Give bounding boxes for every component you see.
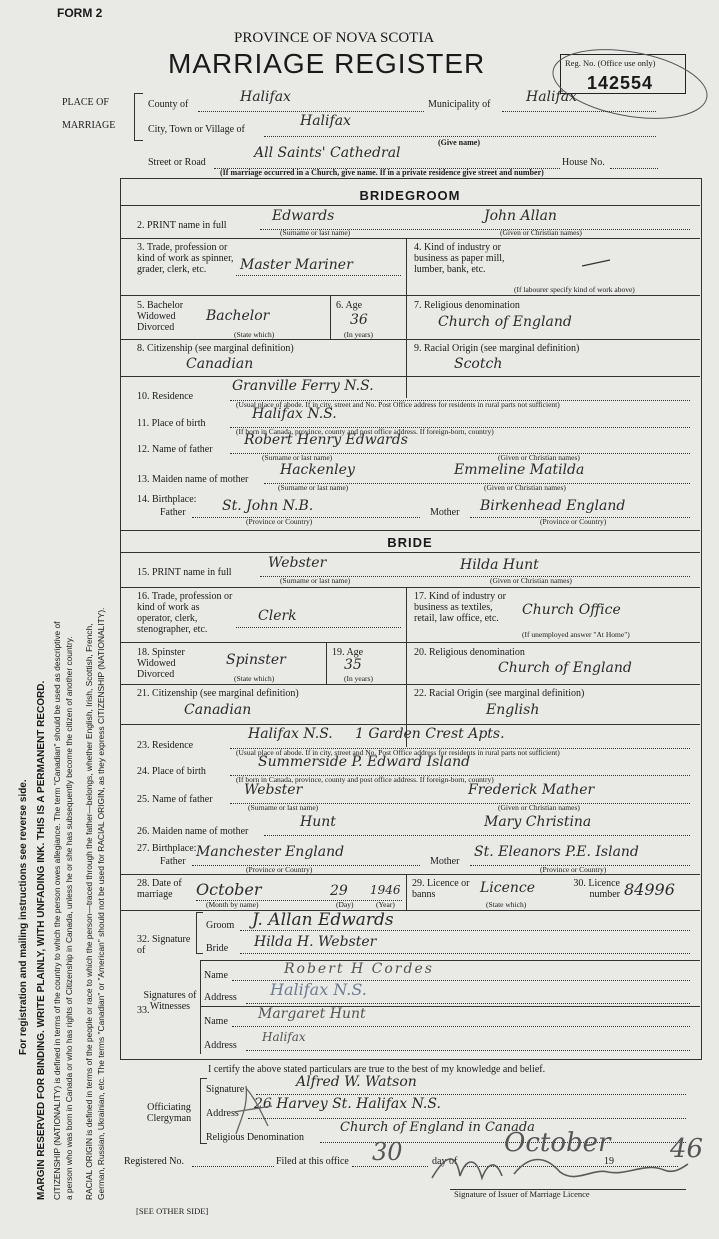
side-note-citizenship-2: a person who was born in Canada or who has rights of Citizenship in Canada, unless he or she has subsequently become the citizen of another country. bbox=[64, 636, 74, 1200]
groom-father: Robert Henry Edwards bbox=[244, 432, 408, 448]
clergy-address-label: Address bbox=[206, 1108, 239, 1119]
bride-given: Hilda Hunt bbox=[460, 557, 539, 573]
rule-16 bbox=[120, 587, 700, 588]
groom-surname: Edwards bbox=[272, 208, 335, 224]
house-no-label: House No. bbox=[562, 157, 605, 168]
see-other-side: [SEE OTHER SIDE] bbox=[136, 1206, 209, 1216]
marriage-day-caption: (Day) bbox=[336, 900, 354, 909]
bride-section-title: BRIDE bbox=[387, 535, 433, 550]
w2-address: Halifax bbox=[262, 1030, 306, 1044]
bride-mother-bp: St. Eleanors P.E. Island bbox=[474, 844, 639, 860]
bride-age-caption: (In years) bbox=[344, 674, 373, 683]
day-of-label: day of bbox=[432, 1156, 458, 1167]
bride-signature: Hilda H. Webster bbox=[254, 934, 377, 950]
side-note-racial-1: RACIAL ORIGIN is defined in terms of the people or race to which the person—traced through the father—belongs, whether English, Irish, Scottish, French, bbox=[84, 623, 94, 1200]
licence-caption: (State which) bbox=[486, 900, 527, 909]
bride-birth-label: 24. Place of birth bbox=[137, 766, 206, 777]
municipality-value: Halifax bbox=[526, 89, 577, 105]
bride-trade: Clerk bbox=[258, 608, 297, 624]
groom-industry-label: 4. Kind of industry or business as paper mill, lumber, bank, etc. bbox=[414, 242, 505, 275]
bride-father-bp-caption: (Province or Country) bbox=[246, 865, 313, 874]
place-note: (If marriage occurred in a Church, give name. If in a private residence give street and number) bbox=[220, 168, 544, 177]
licence-value: Licence bbox=[480, 880, 536, 896]
w1-address-label: Address bbox=[204, 992, 237, 1003]
groom-birth-label: 11. Place of birth bbox=[137, 418, 206, 429]
bride-sig-label: Bride bbox=[206, 943, 229, 954]
county-line bbox=[198, 111, 424, 112]
clergy-address: 26 Harvey St. Halifax N.S. bbox=[254, 1096, 441, 1112]
groom-top-rule bbox=[120, 205, 700, 206]
groom-birth: Halifax N.S. bbox=[252, 406, 337, 422]
clergy-denom: Church of England in Canada bbox=[340, 1120, 535, 1135]
issuer-signature-scribble bbox=[426, 1148, 692, 1188]
bride-father-label: 25. Name of father bbox=[137, 794, 213, 805]
groom-age-caption: (In years) bbox=[344, 330, 373, 339]
bride-top-rule-2 bbox=[120, 552, 700, 553]
bride-mother-line bbox=[264, 835, 690, 836]
groom-status-label: 5. Bachelor Widowed Divorced bbox=[137, 300, 184, 333]
house-no-line bbox=[610, 168, 658, 169]
bride-trade-label: 16. Trade, profession or kind of work as operator, clerk, stenographer, etc. bbox=[137, 591, 233, 635]
bride-father-surname-caption: (Surname or last name) bbox=[248, 803, 319, 812]
groom-citizenship: Canadian bbox=[186, 356, 254, 372]
groom-father-bp-label: Father bbox=[160, 507, 186, 518]
page-title: MARRIAGE REGISTER bbox=[168, 48, 486, 79]
city-line bbox=[264, 136, 656, 137]
municipality-label: Municipality of bbox=[428, 99, 491, 110]
w1-name-label: Name bbox=[204, 970, 228, 981]
groom-racial-label: 9. Racial Origin (see marginal definition) bbox=[414, 343, 580, 354]
bride-name-label: 15. PRINT name in full bbox=[137, 567, 232, 578]
w2-name-line bbox=[232, 1026, 690, 1027]
bride-surname-caption: (Surname or last name) bbox=[280, 576, 351, 585]
groom-mother-bp-caption: (Province or Country) bbox=[540, 517, 607, 526]
reg-no-circle bbox=[548, 48, 714, 124]
city-value: Halifax bbox=[300, 113, 351, 129]
street-label: Street or Road bbox=[148, 157, 206, 168]
marriage-month: October bbox=[196, 880, 262, 899]
rule-18 bbox=[120, 642, 700, 643]
bride-top-rule-1 bbox=[120, 530, 700, 531]
divider-18-19 bbox=[326, 642, 327, 684]
groom-citizenship-label: 8. Citizenship (see marginal definition) bbox=[137, 343, 294, 354]
filed-day: 30 bbox=[372, 1138, 403, 1166]
bride-status-caption: (State which) bbox=[234, 674, 275, 683]
bride-mother-surname: Hunt bbox=[300, 814, 336, 830]
groom-sig-label: Groom bbox=[206, 920, 235, 931]
groom-mother-bp-label: Mother bbox=[430, 507, 460, 518]
bride-industry: Church Office bbox=[522, 602, 621, 618]
bride-sig-line bbox=[240, 953, 690, 954]
licence-number: 84996 bbox=[624, 880, 675, 899]
groom-father-label: 12. Name of father bbox=[137, 444, 213, 455]
licence-number-label: 30. Licence number bbox=[573, 878, 620, 900]
bride-racial-label: 22. Racial Origin (see marginal definition) bbox=[414, 688, 585, 699]
bride-surname: Webster bbox=[268, 555, 327, 571]
signature-of-label: 32. Signature of bbox=[137, 934, 191, 956]
witness-number: 33. bbox=[137, 1005, 150, 1016]
bride-citizenship: Canadian bbox=[184, 702, 252, 718]
rule-5 bbox=[120, 295, 700, 296]
groom-section-title: BRIDEGROOM bbox=[359, 188, 461, 203]
groom-residence-caption: (Usual place of abode. If in city, street and No. Post Office address for residents in rural parts not sufficient) bbox=[236, 400, 560, 409]
side-note-reverse: For registration and mailing instructions see reverse side. bbox=[18, 779, 29, 1055]
bride-father-bp-label: Father bbox=[160, 856, 186, 867]
groom-racial: Scotch bbox=[454, 356, 503, 372]
groom-industry-caption: (If labourer specify kind of work above) bbox=[514, 285, 635, 294]
bride-religion: Church of England bbox=[498, 660, 632, 676]
w2-name-label: Name bbox=[204, 1016, 228, 1027]
rule-28 bbox=[120, 874, 700, 875]
groom-mother-given-caption: (Given or Christian names) bbox=[484, 483, 566, 492]
side-note-citizenship-1: CITIZENSHIP (NATIONALITY) is defined in terms of the country to which the person owes allegiance. The term "Canadian" should be used as descriptive of bbox=[52, 621, 62, 1200]
bride-age-label: 19. Age bbox=[332, 647, 364, 658]
bride-religion-label: 20. Religious denomination bbox=[414, 647, 525, 658]
groom-sig-line bbox=[240, 930, 690, 931]
groom-age-label: 6. Age bbox=[336, 300, 363, 311]
groom-trade-line bbox=[236, 275, 401, 276]
rule-3 bbox=[120, 238, 700, 239]
bride-residence-caption: (Usual place of abode. If in city, street and No. Post Office address for residents in rural parts not sufficient) bbox=[236, 748, 560, 757]
marriage-date-label: 28. Date of marriage bbox=[137, 878, 182, 900]
w1-address-line bbox=[246, 1003, 690, 1004]
groom-father-bp: St. John N.B. bbox=[222, 498, 314, 514]
officiating-label: Officiating Clergyman bbox=[146, 1102, 192, 1124]
bride-father-surname: Webster bbox=[244, 782, 303, 798]
divider-5-6 bbox=[330, 295, 331, 339]
side-note-margin: MARGIN RESERVED FOR BINDING. WRITE PLAINLY, WITH UNFADING INK. THIS IS A PERMANENT RECORD. bbox=[36, 680, 47, 1200]
groom-religion-label: 7. Religious denomination bbox=[414, 300, 520, 311]
year-prefix: 19 bbox=[604, 1156, 614, 1167]
groom-mother-surname: Hackenley bbox=[280, 462, 355, 478]
reg-no-value: 142554 bbox=[587, 73, 654, 93]
groom-status-caption: (State which) bbox=[234, 330, 275, 339]
w2-address-line bbox=[246, 1050, 690, 1051]
bride-age: 35 bbox=[344, 657, 362, 673]
bride-mother-given: Mary Christina bbox=[484, 814, 592, 830]
bride-industry-caption: (If unemployed answer "At Home") bbox=[522, 630, 630, 639]
groom-mother-label: 13. Maiden name of mother bbox=[137, 474, 249, 485]
filed-month: October bbox=[504, 1128, 611, 1158]
bride-industry-label: 17. Kind of industry or business as textiles, retail, law office, etc. bbox=[414, 591, 506, 624]
divider-3-4 bbox=[406, 238, 407, 398]
marriage-year-caption: (Year) bbox=[376, 900, 395, 909]
marriage-label: MARRIAGE bbox=[62, 120, 116, 131]
bride-trade-line bbox=[236, 627, 401, 628]
bride-father-given-caption: (Given or Christian names) bbox=[498, 803, 580, 812]
groom-given-caption: (Given or Christian names) bbox=[500, 228, 582, 237]
reg-no-label: Reg. No. (Office use only) bbox=[565, 58, 656, 68]
bride-residence: Halifax N.S. 1 Garden Crest Apts. bbox=[248, 726, 505, 742]
filed-label: Filed at this office bbox=[276, 1156, 349, 1167]
rule-23 bbox=[120, 724, 700, 725]
w2-address-label: Address bbox=[204, 1040, 237, 1051]
groom-surname-caption: (Surname or last name) bbox=[280, 228, 351, 237]
groom-name-label: 2. PRINT name in full bbox=[137, 220, 227, 231]
clergy-signature-label: Signature bbox=[206, 1084, 245, 1095]
county-value: Halifax bbox=[240, 89, 291, 105]
groom-mother-surname-caption: (Surname or last name) bbox=[278, 483, 349, 492]
issuer-caption: Signature of Issuer of Marriage Licence bbox=[454, 1189, 590, 1199]
signature-bracket bbox=[196, 912, 203, 954]
marriage-month-caption: (Month by name) bbox=[206, 900, 259, 909]
groom-mother-given: Emmeline Matilda bbox=[454, 462, 585, 478]
groom-father-given-caption: (Given or Christian names) bbox=[498, 453, 580, 462]
bride-mother-bp-label: Mother bbox=[430, 856, 460, 867]
groom-given: John Allan bbox=[484, 208, 557, 224]
divider-28-29 bbox=[406, 874, 407, 910]
rule-8 bbox=[120, 339, 700, 340]
groom-trade-label: 3. Trade, profession or kind of work as spinner, grader, clerk, etc. bbox=[137, 242, 234, 275]
groom-status: Bachelor bbox=[206, 308, 270, 324]
groom-residence: Granville Ferry N.S. bbox=[232, 378, 374, 394]
filed-year: 46 bbox=[670, 1134, 704, 1164]
divider-16-17 bbox=[406, 587, 407, 747]
bride-status: Spinster bbox=[226, 652, 286, 668]
give-name-caption: (Give name) bbox=[438, 138, 480, 147]
marriage-day: 29 bbox=[330, 883, 348, 899]
province-title: PROVINCE OF NOVA SCOTIA bbox=[234, 30, 435, 46]
bride-birth-caption: (If born in Canada, province, county and post office address. If foreign-born, country) bbox=[236, 775, 494, 784]
clergy-denom-label: Religious Denomination bbox=[206, 1132, 305, 1143]
groom-birth-caption: (If born in Canada, province, county and post office address. If foreign-born, country) bbox=[236, 427, 494, 436]
bride-given-caption: (Given or Christian names) bbox=[490, 576, 572, 585]
bride-mother-label: 26. Maiden name of mother bbox=[137, 826, 249, 837]
groom-father-bp-caption: (Province or Country) bbox=[246, 517, 313, 526]
w1-name: Robert H Cordes bbox=[284, 961, 434, 977]
registered-no-line bbox=[192, 1166, 274, 1167]
place-bracket bbox=[134, 93, 143, 141]
municipality-line bbox=[502, 111, 656, 112]
groom-mother-bp: Birkenhead England bbox=[480, 498, 626, 514]
w2-name: Margaret Hunt bbox=[258, 1006, 366, 1022]
groom-age: 36 bbox=[350, 312, 368, 328]
bride-father-bp: Manchester England bbox=[196, 844, 345, 860]
form-label: FORM 2 bbox=[57, 6, 103, 20]
rule-10 bbox=[120, 376, 700, 377]
clergy-sig-line bbox=[256, 1094, 686, 1095]
groom-residence-label: 10. Residence bbox=[137, 391, 194, 402]
bride-birthplace-label: 27. Birthplace: bbox=[137, 843, 197, 854]
rule-32 bbox=[120, 910, 700, 911]
city-label: City, Town or Village of bbox=[148, 124, 245, 135]
marriage-year: 1946 bbox=[370, 883, 401, 897]
groom-trade: Master Mariner bbox=[240, 257, 353, 273]
registered-no-label: Registered No. bbox=[124, 1156, 184, 1167]
rule-21 bbox=[120, 684, 700, 685]
groom-religion: Church of England bbox=[438, 314, 572, 330]
bride-citizenship-label: 21. Citizenship (see marginal definition) bbox=[137, 688, 299, 699]
bride-status-label: 18. Spinster Widowed Divorced bbox=[137, 647, 185, 680]
bride-residence-label: 23. Residence bbox=[137, 740, 194, 751]
groom-father-surname-caption: (Surname or last name) bbox=[262, 453, 333, 462]
bride-birth: Summerside P. Edward Island bbox=[258, 754, 471, 770]
groom-industry-dash bbox=[580, 256, 614, 270]
side-note-racial-2: German, Russian, Ukrainian, etc. The terms "Canadian" or "American" should not be used for RACIAL ORIGIN, as they express CITIZENSHIP (NATIONALITY). bbox=[96, 607, 106, 1200]
clergy-address-line bbox=[248, 1118, 686, 1119]
groom-signature: J. Allan Edwards bbox=[252, 910, 394, 930]
bride-mother-bp-caption: (Province or Country) bbox=[540, 865, 607, 874]
clergy-signature: Alfred W. Watson bbox=[296, 1074, 417, 1090]
licence-label: 29. Licence or banns bbox=[412, 878, 470, 900]
groom-birthplace-label: 14. Birthplace: bbox=[137, 494, 197, 505]
bride-racial: English bbox=[486, 702, 540, 718]
street-value: All Saints' Cathedral bbox=[254, 145, 401, 161]
filed-day-line bbox=[352, 1166, 428, 1167]
clergy-stamp-scribble bbox=[228, 1076, 278, 1138]
certify-text: I certify the above stated particulars are true to the best of my knowledge and belief. bbox=[208, 1064, 546, 1075]
place-of-label: PLACE OF bbox=[62, 97, 109, 108]
county-label: County of bbox=[148, 99, 189, 110]
w1-address: Halifax N.S. bbox=[270, 980, 367, 999]
bride-father-given: Frederick Mather bbox=[468, 782, 595, 798]
witness-label: Signatures of Witnesses bbox=[143, 990, 197, 1012]
